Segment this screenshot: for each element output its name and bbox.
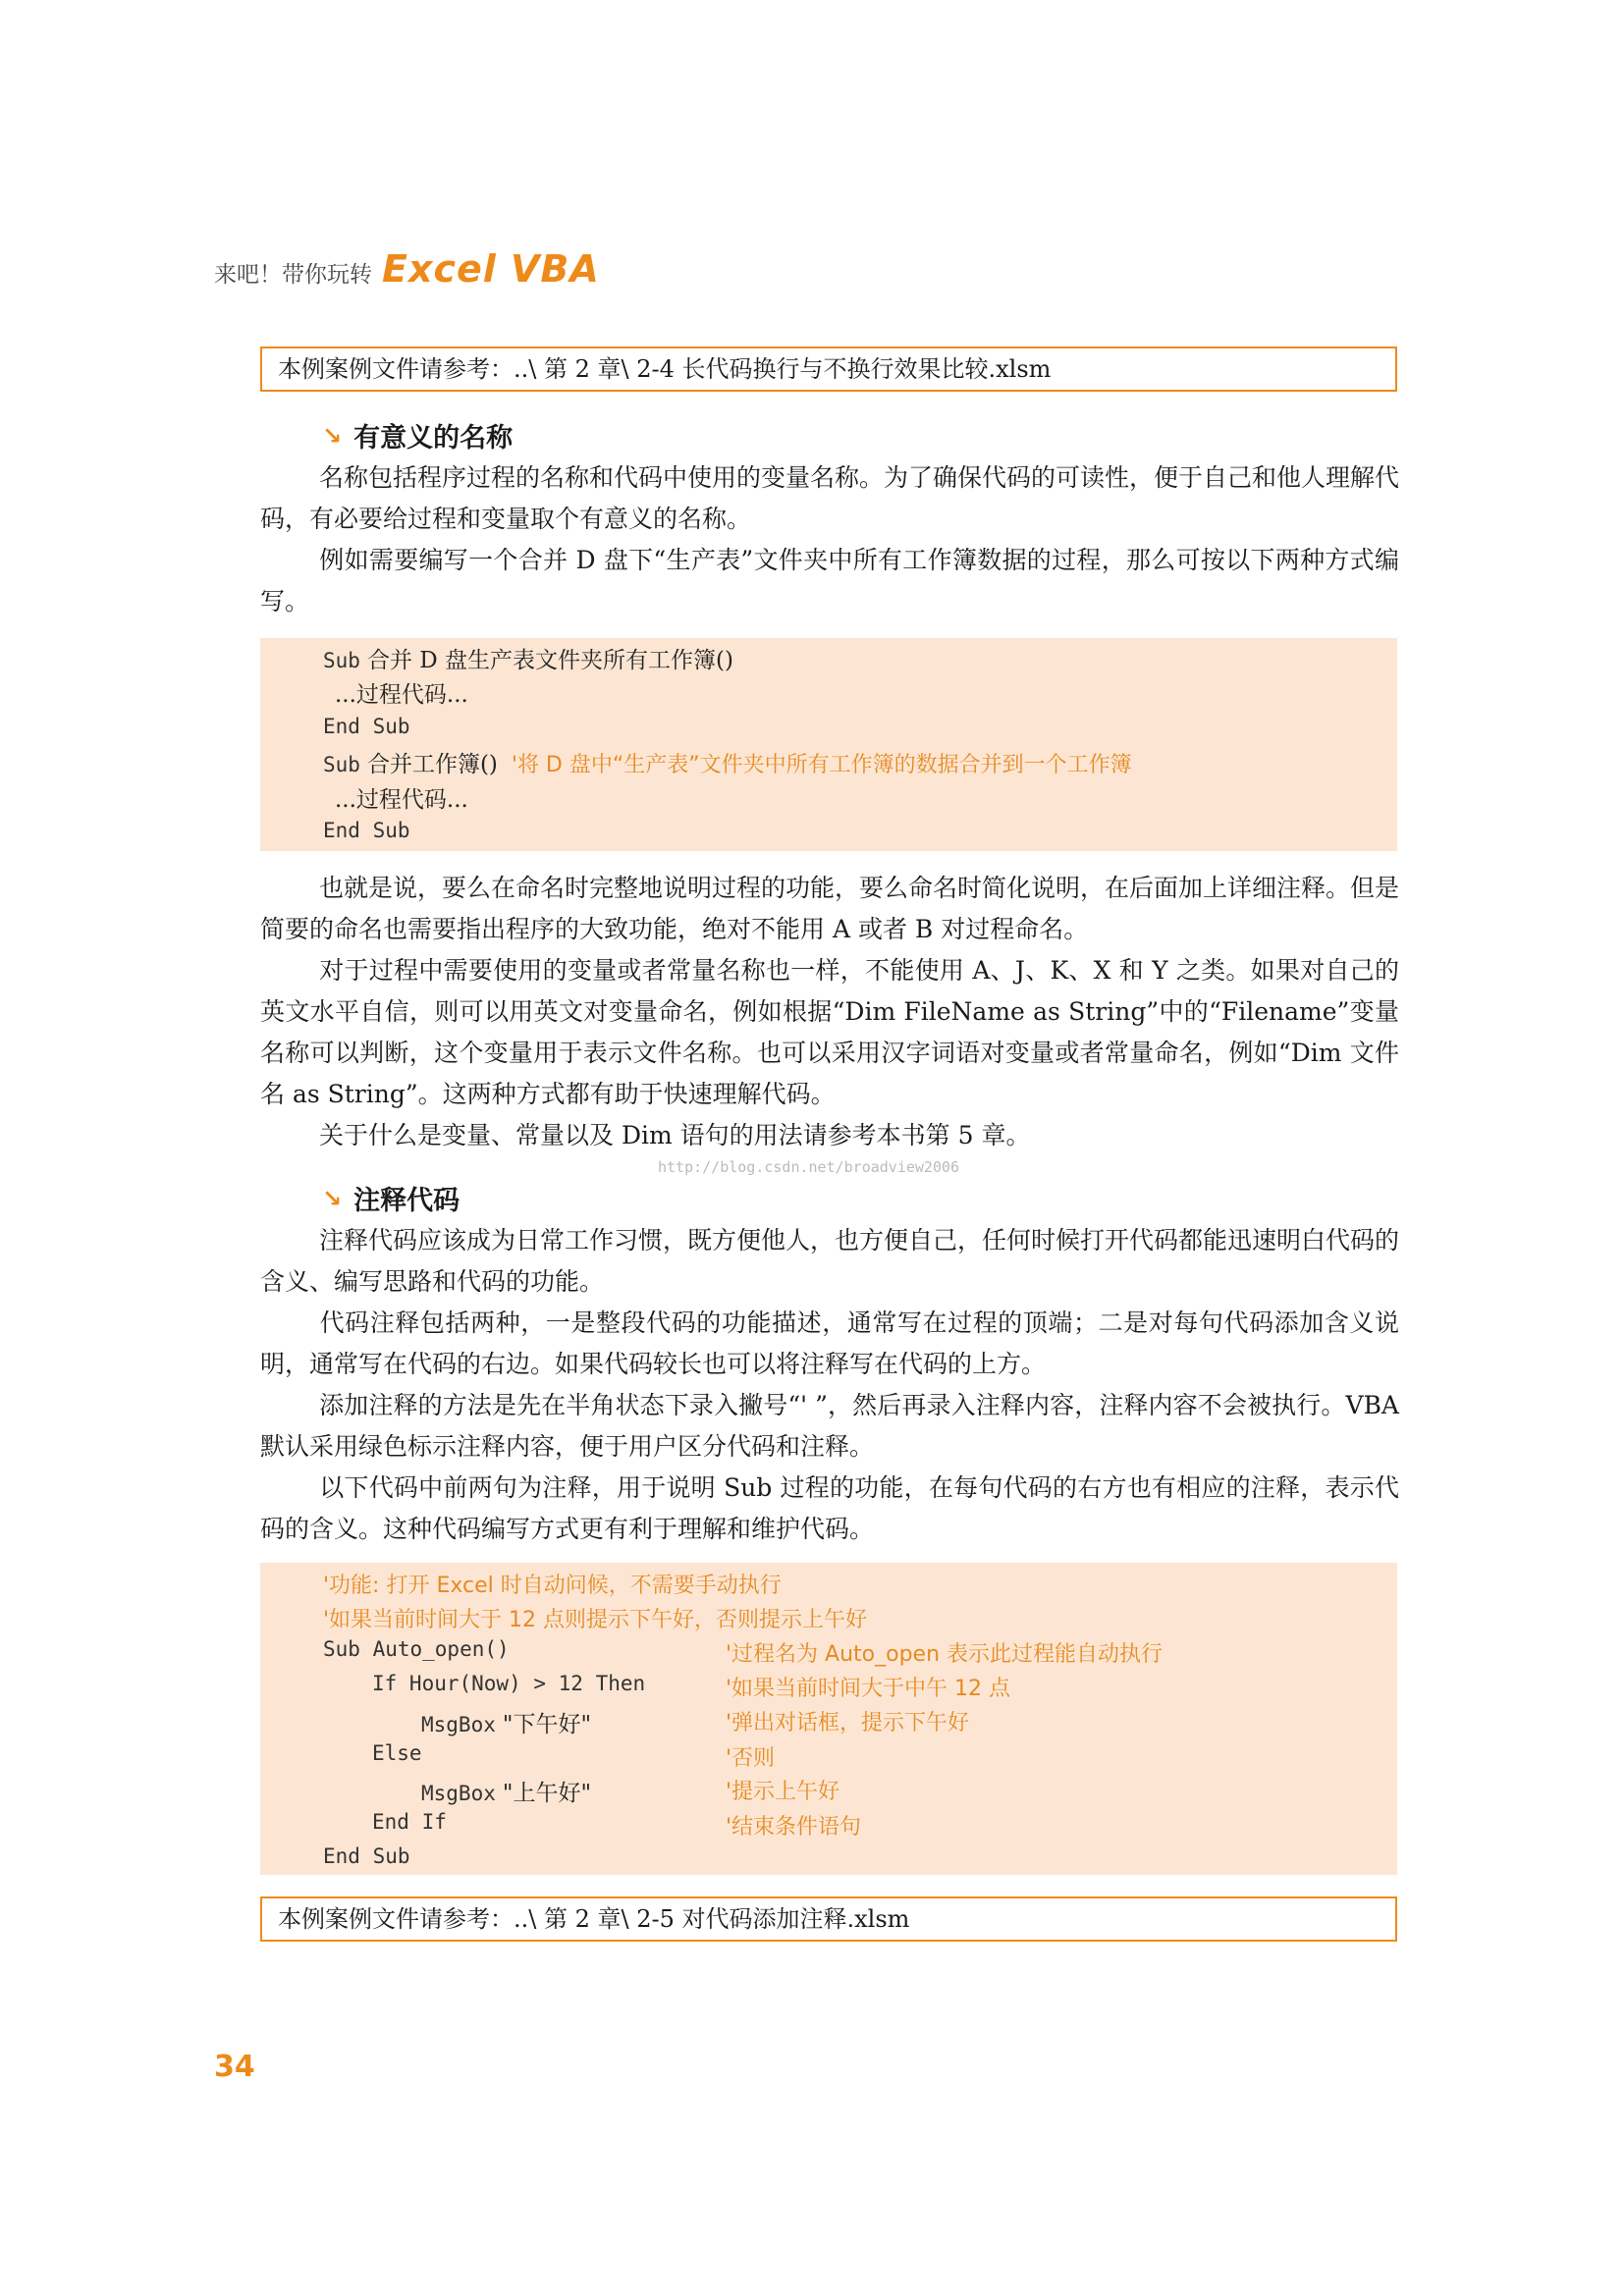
paragraph: 注释代码应该成为日常工作习惯，既方便他人，也方便自己，任何时候打开代码都能迅速明白代码的含义、编写思路和代码的功能。 [260, 1226, 1400, 1296]
code-line: '如果当前时间大于 12 点则提示下午好，否则提示上午好 [323, 1608, 868, 1632]
section-heading-meaningful-names [322, 416, 513, 454]
code-line: '功能: 打开 Excel 时自动问候，不需要手动执行 [323, 1574, 782, 1598]
code-comment: '如果当前时间大于中午 12 点 [726, 1677, 1011, 1701]
section-title: 有意义的名称 [353, 423, 514, 454]
code-comment: '结束条件语句 [726, 1815, 862, 1840]
code-line: End Sub [323, 819, 410, 842]
paragraph: 代码注释包括两种，一是整段代码的功能描述，通常写在过程的顶端；二是对每句代码添加含义说明，通常写在代码的右边。如果代码较长也可以将注释写在代码的上方。 [260, 1308, 1399, 1378]
code-comment: '过程名为 Auto_open 表示此过程能自动执行 [726, 1642, 1164, 1667]
reference-box-top: 本例案例文件请参考：..\ 第 2 章\ 2-4 长代码换行与不换行效果比较.xlsm [260, 347, 1397, 392]
section-title: 注释代码 [353, 1186, 460, 1216]
code-comment: '否则 [726, 1746, 776, 1771]
section-heading-comment-code [322, 1179, 460, 1217]
header-brand: Excel VBA [382, 247, 600, 291]
watermark-url: http://blog.csdn.net/broadview2006 [658, 1158, 960, 1176]
paragraph: 以下代码中前两句为注释，用于说明 Sub 过程的功能，在每句代码的右方也有相应的注释，表示代码的含义。这种代码编写方式更有利于理解和维护代码。 [260, 1473, 1399, 1543]
code-comment: '弹出对话框，提示下午好 [726, 1711, 970, 1735]
code-line: End If [372, 1810, 447, 1834]
paragraph: 关于什么是变量、常量以及 Dim 语句的用法请参考本书第 5 章。 [319, 1121, 1031, 1149]
paragraph: 名称包括程序过程的名称和代码中使用的变量名称。为了确保代码的可读性，便于自己和他人理解代码，有必要给过程和变量取个有意义的名称。 [260, 463, 1400, 533]
code-line: Sub 合并 D 盘生产表文件夹所有工作簿() [323, 648, 733, 673]
paragraph: 添加注释的方法是先在半角状态下录入撇号“' ”，然后再录入注释内容，注释内容不会被执行。VBA 默认采用绿色标示注释内容，便于用户区分代码和注释。 [260, 1391, 1399, 1461]
reference-box-bottom: 本例案例文件请参考：..\ 第 2 章\ 2-5 对代码添加注释.xlsm [260, 1896, 1397, 1942]
code-line: MsgBox "上午好" [421, 1781, 592, 1806]
code-block-naming [260, 638, 1397, 851]
code-line: Sub Auto_open() [323, 1637, 510, 1661]
code-comment: '将 D 盘中“生产表”文件夹中所有工作簿的数据合并到一个工作簿 [511, 753, 1132, 777]
page-number: 34 [214, 2050, 255, 2084]
arrow-icon: ↘ [322, 1184, 343, 1212]
code-block-comments [260, 1563, 1397, 1875]
arrow-icon: ↘ [322, 421, 343, 450]
code-line: MsgBox "下午好" [421, 1712, 592, 1737]
code-line: Sub 合并工作簿() '将 D 盘中“生产表”文件夹中所有工作簿的数据合并到一个工作簿 [323, 752, 1132, 777]
code-line: ...过程代码... [335, 787, 468, 813]
code-comment: '提示上午好 [726, 1780, 840, 1804]
code-line: Else [372, 1741, 422, 1765]
code-line: If Hour(Now) > 12 Then [372, 1672, 646, 1695]
code-line: End Sub [323, 1844, 410, 1868]
running-header [214, 247, 600, 291]
code-line: End Sub [323, 715, 410, 738]
code-line: ...过程代码... [335, 682, 468, 708]
paragraph: 也就是说，要么在命名时完整地说明过程的功能，要么命名时简化说明，在后面加上详细注释。但是简要的命名也需要指出程序的大致功能，绝对不能用 A 或者 B 对过程命名。 [260, 874, 1400, 943]
paragraph: 例如需要编写一个合并 D 盘下“生产表”文件夹中所有工作簿数据的过程，那么可按以下两种方式编写。 [260, 546, 1399, 615]
paragraph: 对于过程中需要使用的变量或者常量名称也一样，不能使用 A、J、K、X 和 Y 之类。如果对自己的英文水平自信，则可以用英文对变量命名，例如根据“Dim FileName as String”中的“Filename”变量名称可以判断，这个变量用于表示文件名称。也可以采用汉字词语对变量或者常量命名，例如“Dim 文件名 as String”。这两种方式都有助于快速理解代码。 [260, 956, 1399, 1108]
header-prefix: 来吧！带你玩转 [214, 262, 372, 288]
